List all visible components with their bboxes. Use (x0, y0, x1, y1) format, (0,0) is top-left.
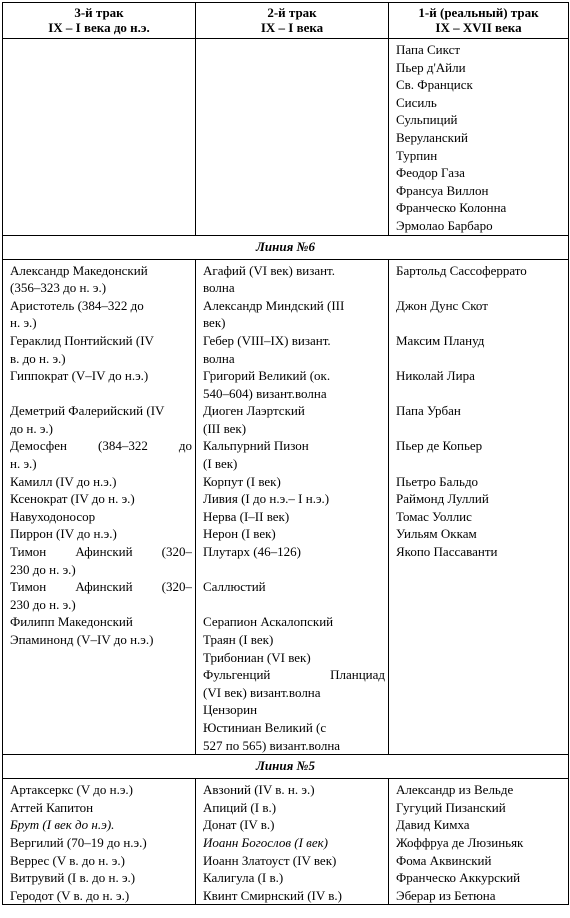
entry-line: Аттей Капитон (10, 799, 94, 815)
entry-line: Тимон Афинский (320– (10, 544, 192, 560)
entry-line: до н. э.) (10, 420, 53, 436)
entry-line (396, 279, 565, 297)
entry-line (203, 596, 385, 614)
line6-col1 (3, 259, 196, 755)
entry-line (396, 420, 565, 438)
entry-line: Диоген Лаэртский (203, 403, 305, 419)
entry-line: Джон Дунс Скот (396, 297, 488, 313)
entry-line: Авзоний (IV в. н. э.) (203, 782, 315, 798)
entry-line: Плутарх (46–126) (203, 544, 301, 560)
entry-line: (356–323 до н. э.) (10, 280, 107, 296)
entry-line: Папа Сикст (396, 42, 461, 57)
line6-row (3, 259, 569, 755)
top-col1 (3, 39, 196, 236)
line5-col1 (3, 779, 196, 905)
entry-line: н. э.) (10, 456, 37, 472)
entry-line: (VI век) визант.волна (203, 684, 321, 700)
header-title: 1-й (реальный) трак (418, 5, 539, 20)
section-title-line-6: Линия №6 (3, 235, 569, 259)
entry-line: Александр из Вельде (396, 782, 514, 798)
chronology-table (2, 2, 569, 905)
entry-line: Брут (I век до н.э). (10, 817, 115, 833)
entry-line (203, 561, 385, 579)
entry-line: Турпин (396, 147, 438, 163)
entry-line: Фома Аквинский (396, 852, 492, 868)
entry-line: (I век) (203, 456, 238, 472)
section-row (3, 755, 569, 779)
entry-line: Квинт Смирнский (IV в.) (203, 887, 342, 903)
entry-line: Ливия (I до н.э.– I н.э.) (203, 491, 330, 507)
entry-line: Вергилий (70–19 до н.э.) (10, 834, 147, 850)
entry-line: Эберар из Бетюна (396, 887, 496, 903)
entry-line: Витрувий (I в. до н. э.) (10, 870, 136, 886)
entry-line: Филипп Македонский (10, 614, 133, 630)
entry-line: Уильям Оккам (396, 526, 477, 542)
entry-line: 230 до н. э.) (10, 596, 76, 612)
line5-col2 (196, 779, 389, 905)
entry-line: Николай Лира (396, 368, 475, 384)
entry-line: Навуходоносор (10, 508, 96, 524)
entry-line: Артаксеркс (V до н.э.) (10, 782, 133, 798)
entry-line: Калигула (I в.) (203, 870, 284, 886)
header-subtitle: IX – I века до н.э. (48, 20, 150, 35)
entry-line: Александр Миндский (III (203, 297, 345, 313)
entry-line: Гераклид Понтийский (IV (10, 332, 154, 348)
entry-line (396, 350, 565, 368)
entry-line: Сисиль (396, 94, 437, 110)
entry-line: Серапион Аскалопский (203, 614, 334, 630)
entry-line (10, 385, 192, 403)
entry-line (396, 385, 565, 403)
section-title-line-5: Линия №5 (3, 755, 569, 779)
entry-line: Франческо Аккурский (396, 870, 521, 886)
entry-line: Нерон (I век) (203, 526, 276, 542)
entry-line: Саллюстий (203, 579, 266, 595)
entry-line: Трибониан (VI век) (203, 649, 311, 665)
top-col3 (389, 39, 569, 236)
entry-line: волна (203, 350, 235, 366)
entry-line: Св. Франциск (396, 77, 473, 93)
entry-line: 540–604) визант.волна (203, 385, 327, 401)
entry-line: Иоанн Златоуст (IV век) (203, 852, 337, 868)
entry-line: Траян (I век) (203, 632, 274, 647)
entry-line: Максим Плануд (396, 332, 485, 348)
entry-line: Гиппократ (V–IV до н.э.) (10, 368, 149, 384)
entry-line: Эпаминонд (V–IV до н.э.) (10, 632, 154, 647)
entry-line: век) (203, 315, 226, 331)
entry-line: Кальпурний Пизон (203, 438, 309, 454)
line6-col2 (196, 259, 389, 755)
entry-line: Пьетро Бальдо (396, 473, 479, 489)
entry-line: Демосфен (384–322 до (10, 438, 192, 454)
entry-line: Пиррон (IV до н.э.) (10, 526, 117, 542)
header-track-2 (196, 3, 389, 39)
entry-line: Давид Кимха (396, 817, 470, 833)
entry-line: Якопо Пассаванти (396, 544, 498, 560)
entry-line: Александр Македонский (10, 262, 148, 278)
entry-line: Донат (IV в.) (203, 817, 275, 833)
entry-line: Франческо Колонна (396, 200, 507, 216)
entry-line: 527 по 565) визант.волна (203, 737, 341, 753)
header-track-1 (389, 3, 569, 39)
entry-line: Гебер (VIII–IX) визант. (203, 332, 331, 348)
entry-line: Деметрий Фалерийский (IV (10, 403, 165, 419)
entry-line: Цензорин (203, 702, 258, 718)
entry-line: Раймонд Луллий (396, 491, 489, 507)
entry-line: Папа Урбан (396, 403, 461, 419)
entry-line: (III век) (203, 420, 247, 436)
line5-row (3, 779, 569, 905)
top-block-row (3, 39, 569, 236)
entry-line: Бартольд Сассоферрато (396, 262, 527, 278)
entry-line: Гугуций Пизанский (396, 799, 506, 815)
line5-col3 (389, 779, 569, 905)
header-row (3, 3, 569, 39)
entry-line: Григорий Великий (ок. (203, 368, 331, 384)
line6-col3 (389, 259, 569, 755)
header-title: 3-й трак (74, 5, 124, 20)
entry-line: Томас Уоллис (396, 508, 472, 524)
entry-line: Феодор Газа (396, 165, 465, 181)
entry-line: Ксенократ (IV до н. э.) (10, 491, 135, 507)
entry-line: Веррес (V в. до н. э.) (10, 852, 125, 868)
entry-line (396, 455, 565, 473)
entry-line: Жоффруа де Люзиньяк (396, 834, 524, 850)
entry-line: Франсуа Виллон (396, 182, 489, 198)
section-row (3, 235, 569, 259)
entry-line: Эрмолао Барбаро (396, 217, 493, 233)
entry-line: Агафий (VI век) визант. (203, 262, 336, 278)
top-col2 (196, 39, 389, 236)
entry-line: Апиций (I в.) (203, 799, 277, 815)
entry-line: Геродот (V в. до н. э.) (10, 887, 130, 903)
entry-line: Иоанн Богослов (I век) (203, 834, 328, 850)
entry-line (396, 314, 565, 332)
entry-line: Камилл (IV до н.э.) (10, 473, 117, 489)
entry-line: н. э.) (10, 315, 37, 331)
entry-line: 230 до н. э.) (10, 561, 76, 577)
entry-line: Веруланский (396, 129, 468, 145)
entry-line: Юстиниан Великий (с (203, 719, 327, 735)
entry-line: в. до н. э.) (10, 350, 66, 366)
entry-line: волна (203, 280, 235, 296)
header-track-3 (3, 3, 196, 39)
entry-line: Тимон Афинский (320– (10, 579, 192, 595)
entry-line: Корпут (I век) (203, 473, 281, 489)
entry-line: Аристотель (384–322 до (10, 297, 144, 313)
header-title: 2-й трак (267, 5, 317, 20)
entry-line: Сульпиций (396, 112, 458, 128)
entry-line: Фульгенций Планциад (203, 667, 385, 683)
entry-line: Нерва (I–II век) (203, 508, 290, 524)
header-subtitle: IX – XVII века (435, 20, 522, 35)
entry-line: Пьер де Копьер (396, 438, 483, 454)
entry-line: Пьер д'Айли (396, 59, 466, 75)
header-subtitle: IX – I века (260, 20, 324, 35)
